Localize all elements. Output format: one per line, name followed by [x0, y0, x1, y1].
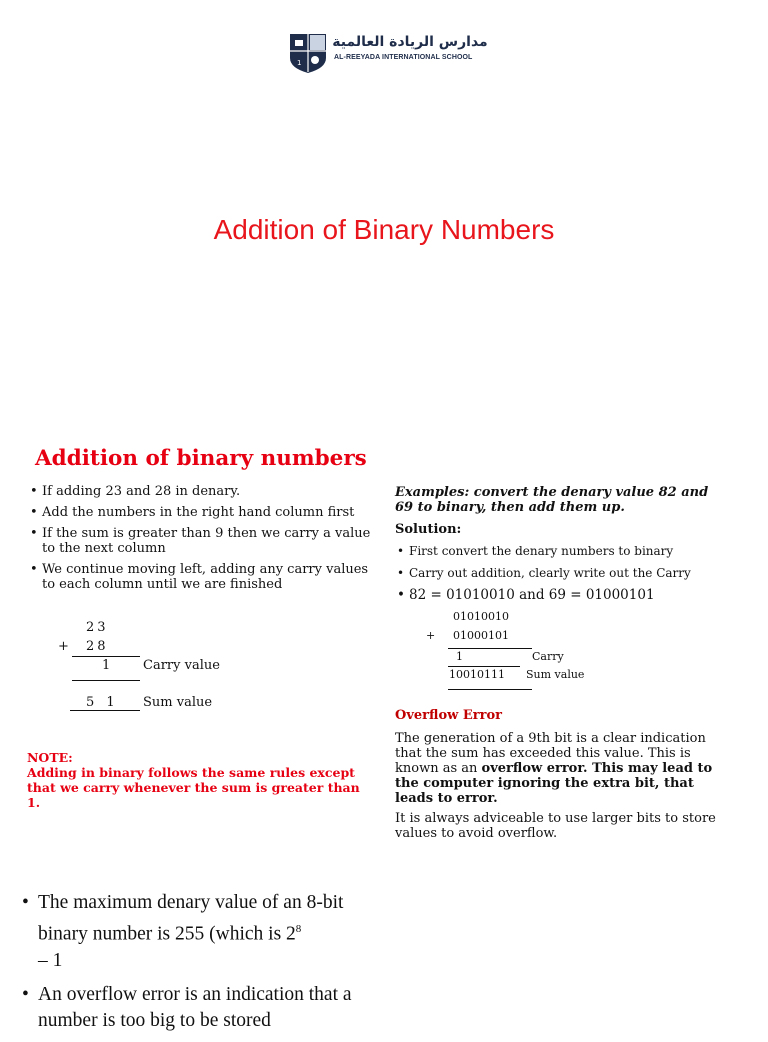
- list-item: • If the sum is greater than 9 then we carry a value to the next column: [42, 526, 372, 556]
- binary-addend-1: 01010010: [453, 610, 509, 623]
- overflow-term: overflow error.: [481, 761, 588, 776]
- binary-sum-label: Sum value: [526, 668, 585, 681]
- bottom-bullet-list: [38, 890, 378, 1042]
- binary-addend-2: 01000101: [453, 629, 509, 642]
- overflow-advice: It is always adviceable to use larger bits to store values to avoid overflow.: [395, 811, 716, 841]
- list-item: • 82 = 01010010 and 69 = 01000101: [409, 588, 729, 602]
- section-heading: Addition of binary numbers: [35, 446, 367, 471]
- school-name-arabic: مدارس الريادة العالمية: [332, 34, 488, 50]
- denary-plus-sign: +: [58, 639, 69, 654]
- examples-heading: Examples: convert the denary value 82 and 69 to binary, then add them up.: [395, 485, 709, 515]
- list-item: • Add the numbers in the right hand column first: [42, 505, 372, 520]
- exponent: 8: [295, 923, 302, 935]
- school-name-english: AL-REEYADA INTERNATIONAL SCHOOL: [334, 54, 473, 61]
- overflow-heading: Overflow Error: [395, 708, 502, 723]
- denary-addend-2: 28: [86, 639, 109, 654]
- right-bullet-list: [409, 544, 729, 610]
- overflow-paragraph: [395, 731, 725, 806]
- divider-line: [70, 710, 140, 711]
- note-box: [27, 750, 372, 810]
- overflow-consequence: This may lead to the computer ignoring the extra bit, that leads to error.: [395, 761, 713, 806]
- page-title: Addition of Binary Numbers: [213, 214, 555, 245]
- list-item: [38, 890, 378, 974]
- solution-label: Solution:: [395, 522, 462, 537]
- school-logo: [288, 32, 488, 76]
- denary-sum-digits: 5 1: [86, 695, 119, 710]
- binary-carry-label: Carry: [532, 650, 564, 663]
- binary-sum-digits: 10010111: [449, 668, 505, 681]
- denary-sum-label: Sum value: [143, 695, 213, 710]
- overflow-text: The generation of a 9th bit is a clear indication that the sum has exceeded this value. This is known as an: [395, 731, 706, 776]
- divider-line: [448, 689, 532, 690]
- max-value-tail: – 1: [38, 949, 63, 971]
- divider-line: [72, 680, 140, 681]
- list-item: • We continue moving left, adding any carry values to each column until we are finished: [42, 562, 372, 592]
- divider-line: [448, 666, 520, 667]
- list-item: • If adding 23 and 28 in denary.: [42, 484, 372, 499]
- divider-line: [448, 648, 532, 649]
- binary-plus-sign: +: [426, 629, 436, 642]
- denary-carry-digit: 1: [102, 658, 111, 673]
- note-label: NOTE:: [27, 750, 73, 765]
- list-item: • An overflow error is an indication that a number is too big to be stored: [38, 982, 378, 1034]
- denary-addend-1: 23: [86, 620, 109, 635]
- school-crest-icon: [288, 32, 328, 74]
- denary-carry-label: Carry value: [143, 658, 220, 673]
- binary-carry-digit: 1: [456, 650, 463, 663]
- list-item: • Carry out addition, clearly write out the Carry: [409, 566, 729, 580]
- divider-line: [72, 656, 140, 657]
- svg-text:1: 1: [297, 59, 302, 67]
- left-bullet-list: [42, 484, 372, 598]
- max-value-text: The maximum denary value of an 8-bit binary number is 255 (which is 2: [38, 892, 344, 945]
- list-item: • First convert the denary numbers to binary: [409, 544, 729, 558]
- note-text: Adding in binary follows the same rules except that we carry whenever the sum is greater than 1.: [27, 765, 360, 810]
